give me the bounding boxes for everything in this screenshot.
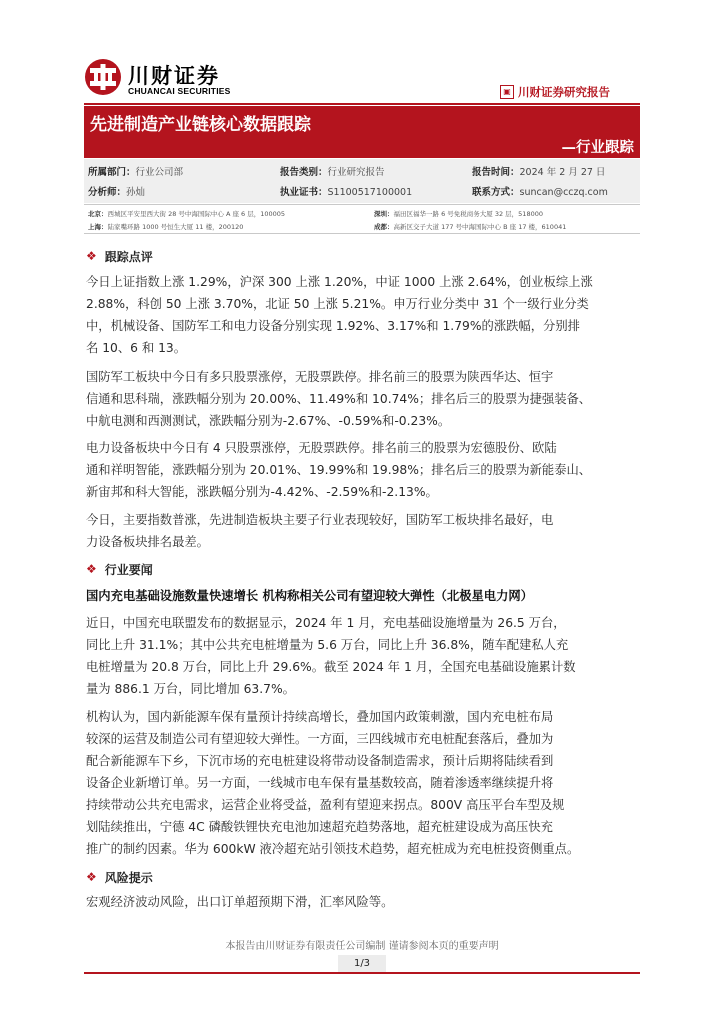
text-line: 电力设备板块中今日有 4 只股票涨停，无股票跌停。排名前三的股票为宏德股份、欧陆 (86, 441, 557, 455)
text-line: 2.88%，科创 50 上涨 3.70%，北证 50 上涨 5.21%。申万行业分类中 31 个一级行业分类 (86, 297, 589, 311)
dept-label: 所属部门： (88, 167, 136, 178)
brand-tag (500, 82, 610, 102)
text-line: 中，机械设备、国防军工和电力设备分别实现 1.92%、3.17%和 1.79%的涨跌幅，分别排 (86, 319, 580, 333)
text-line: 机构认为，国内新能源车保有量预计持续高增长，叠加国内政策刺激，国内充电桩布局 (86, 710, 554, 724)
address-shanghai (88, 222, 243, 231)
address-chengdu (374, 222, 566, 231)
footer-divider (84, 972, 640, 974)
text-line: 新宙邦和科大智能，涨跌幅分别为-4.42%、-2.59%和-2.13%。 (86, 485, 438, 499)
address-label: 上海： (88, 223, 108, 231)
info-row (84, 161, 640, 181)
text-line: 力设备板块排名最差。 (86, 535, 209, 549)
news-paragraph-2 (86, 706, 638, 860)
section-news-heading (86, 560, 153, 578)
diamond-bullet-icon: ❖ (86, 562, 97, 576)
address-text: 福田区福华一路 6 号免税商务大厦 32 层，518000 (393, 210, 543, 218)
cert-value: S1100517100001 (327, 187, 413, 198)
text-line: 宏观经济波动风险，出口订单超预期下滑，汇率风险等。 (86, 895, 394, 909)
section-review-heading (86, 247, 153, 265)
text-line: 划陆续推出，宁德 4C 磷酸铁锂快充电池加速超充趋势落地，超充桩建设成为高压快充 (86, 820, 553, 834)
text-line: 近日，中国充电联盟发布的数据显示，2024 年 1 月，充电基础设施增量为 26.5 万台， (86, 616, 566, 630)
page-number: 1/3 (338, 955, 386, 973)
diamond-bullet-icon: ❖ (86, 870, 97, 884)
cert-cell (280, 184, 412, 198)
address-label: 深圳： (374, 210, 394, 218)
type-value: 行业研究报告 (327, 167, 385, 178)
section-title: 风险提示 (104, 870, 153, 885)
review-paragraph-1 (86, 271, 638, 359)
type-cell (280, 164, 385, 178)
analyst-value: 孙灿 (126, 187, 146, 198)
text-line: 今日，主要指数普涨，先进制造板块主要子行业表现较好，国防军工板块排名最好，电 (86, 513, 554, 527)
cert-label: 执业证书： (280, 187, 328, 198)
text-line: 今日上证指数上涨 1.29%，沪深 300 上涨 1.20%，中证 1000 上涨 2.64%，创业板综上涨 (86, 275, 593, 289)
contact-cell (472, 184, 608, 198)
text-line: 名 10、6 和 13。 (86, 341, 187, 355)
analyst-label: 分析师： (88, 187, 127, 198)
section-risk-heading (86, 868, 153, 886)
text-line: 中航电测和西测测试，涨跌幅分别为-2.67%、-0.59%和-0.23%。 (86, 414, 451, 428)
info-row (84, 181, 640, 201)
title-banner (84, 106, 640, 158)
logo-cn-text: 川财证券 (128, 64, 220, 88)
address-shenzhen (374, 209, 543, 218)
text-line: 信通和思科瑞，涨跌幅分别为 20.00%、11.49%和 10.74%；排名后三的股票为捷强装备、 (86, 392, 592, 406)
logo-en-text: CHUANCAI SECURITIES (128, 86, 231, 96)
header-divider (84, 103, 640, 105)
text-line: 通和祥明智能，涨跌幅分别为 20.01%、19.99%和 19.98%；排名后三的股票为新能泰山、 (86, 463, 592, 477)
company-logo-icon (84, 58, 122, 96)
type-label: 报告类别： (280, 167, 328, 178)
section-title: 行业要闻 (104, 562, 153, 577)
risk-paragraph (86, 891, 638, 913)
text-line: 推广的制约因素。华为 600kW 液冷超充站引领技术趋势，超充桩成为充电桩投资侧重点。 (86, 842, 580, 856)
news-headline: 国内充电基础设施数量快速增长 机构称相关公司有望迎较大弹性（北极星电力网） (86, 589, 533, 603)
contact-label: 联系方式： (472, 187, 520, 198)
address-label: 北京： (88, 210, 108, 218)
review-paragraph-2 (86, 366, 638, 432)
news-paragraph-1 (86, 612, 638, 700)
brand-tag-label: 川财证券研究报告 (518, 85, 610, 99)
report-info-box (84, 159, 640, 203)
date-value: 2024 年 2 月 27 日 (519, 167, 606, 178)
address-label: 成都： (374, 223, 394, 231)
company-logo (84, 58, 244, 102)
report-subtitle: —行业跟踪 (561, 140, 634, 156)
text-line: 设备企业新增订单。另一方面，一线城市电车保有量基数较高，随着渗透率继续提升将 (86, 776, 554, 790)
text-line: 配合新能源车下乡，下沉市场的充电桩建设将带动设备制造需求，预计后期将陆续看到 (86, 754, 554, 768)
dept-cell (88, 164, 183, 178)
address-beijing (88, 209, 285, 218)
text-line: 电桩增量为 20.8 万台，同比上升 29.6%。截至 2024 年 1 月，全国充电基础设施累计数 (86, 660, 576, 674)
date-label: 报告时间： (472, 167, 520, 178)
text-line: 同比上升 31.1%；其中公共充电桩增量为 5.6 万台，同比上升 36.8%，随车配建私人充 (86, 638, 569, 652)
report-title: 先进制造产业链核心数据跟踪 (90, 115, 311, 135)
footer-disclaimer: 本报告由川财证券有限责任公司编制 谨请参阅本页的重要声明 (225, 941, 499, 952)
contact-email[interactable]: suncan@cczq.com (519, 187, 608, 198)
text-line: 国防军工板块中今日有多只股票涨停，无股票跌停。排名前三的股票为陕西华达、恒宇 (86, 370, 554, 384)
address-text: 西城区平安里西大街 28 号中海国际中心 A 座 6 层，100005 (107, 210, 286, 218)
text-line: 量为 886.1 万台，同比增加 63.7%。 (86, 682, 295, 696)
diamond-bullet-icon: ❖ (86, 249, 97, 263)
report-tag-icon: ▣ (500, 85, 514, 99)
review-paragraph-3 (86, 437, 638, 503)
address-text: 陆家嘴环路 1000 号恒生大厦 11 楼，200120 (107, 223, 244, 231)
section-title: 跟踪点评 (104, 249, 153, 264)
text-line: 较深的运营及制造公司有望迎较大弹性。一方面，三四线城市充电桩配套落后，叠加为 (86, 732, 554, 746)
address-text: 高新区交子大道 177 号中海国际中心 B 座 17 楼，610041 (393, 223, 567, 231)
text-line: 持续带动公共充电需求，运营企业将受益，盈利有望迎来拐点。800V 高压平台车型及规 (86, 798, 565, 812)
review-paragraph-4 (86, 509, 638, 553)
date-cell (472, 164, 605, 178)
office-addresses (84, 204, 640, 234)
analyst-cell (88, 184, 145, 198)
dept-value: 行业公司部 (135, 167, 184, 178)
